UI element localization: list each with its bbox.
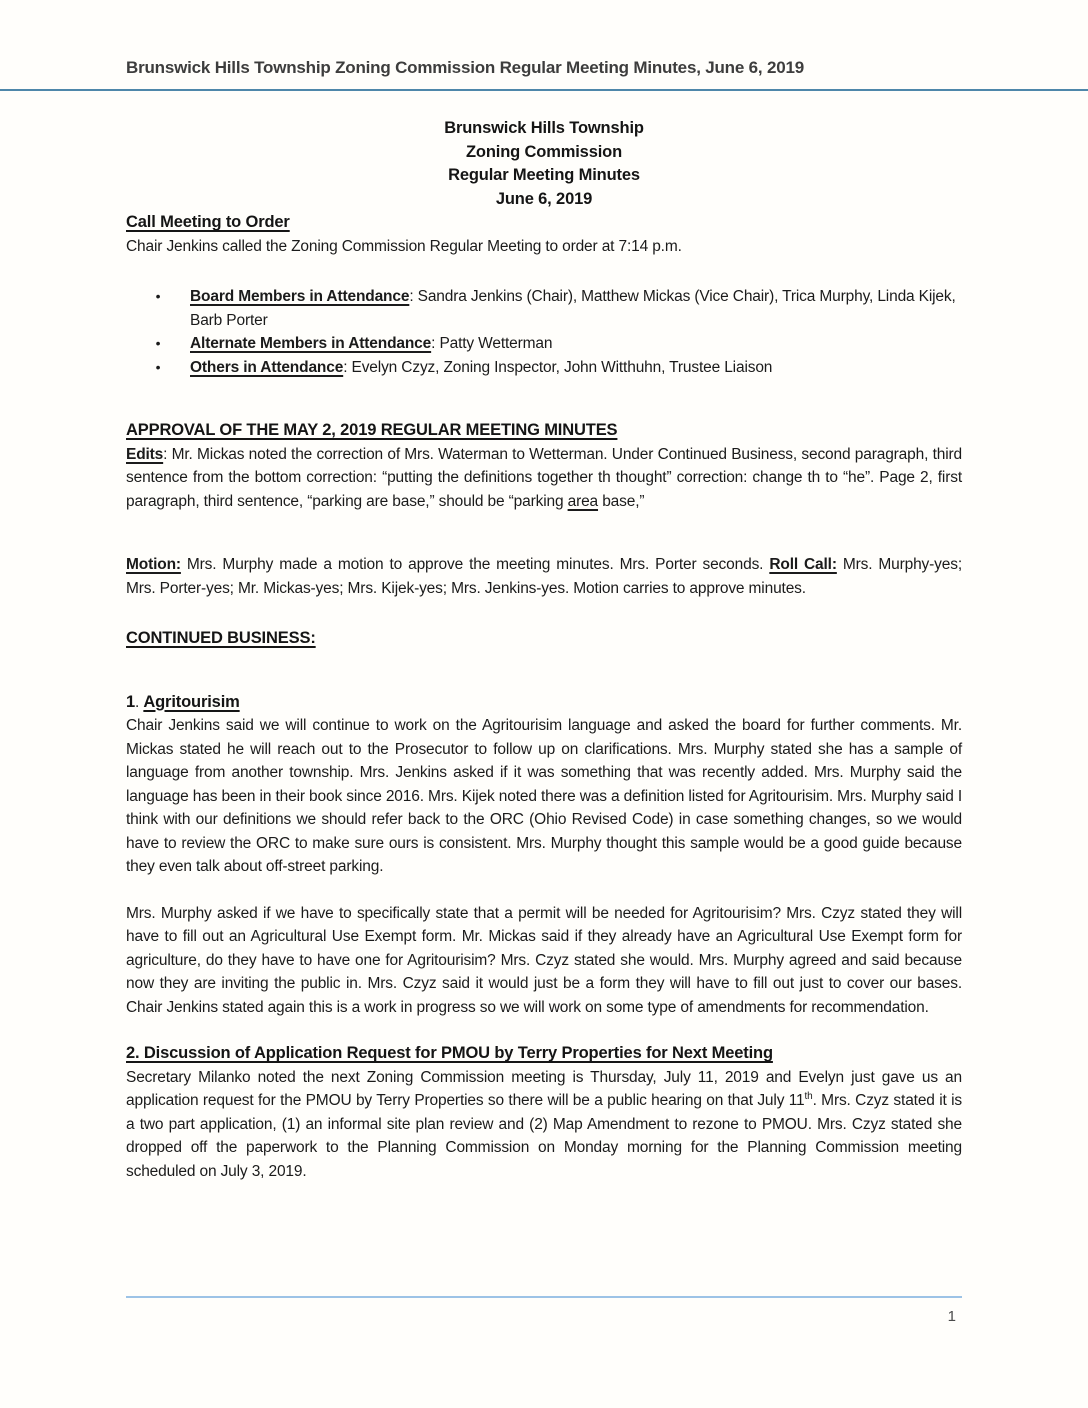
- heading-call-to-order: Call Meeting to Order: [126, 213, 290, 231]
- motion-label: Motion:: [126, 556, 181, 573]
- doc-title-line-1: Brunswick Hills Township: [444, 119, 644, 137]
- item-2-text-2: . Mrs. Czyz stated it is a two part application, (1) an informal site plan review and (2) Map Amendment to rezone to PMOU. Mrs. Czyz stated she dropped off the paperwork to the Planning Commission on Monday morning for the Planning Commission meeting scheduled on July 3, 2019.: [126, 1092, 962, 1180]
- attendance-names: Evelyn Czyz, Zoning Inspector, John Witthuhn, Trustee Liaison: [351, 358, 773, 376]
- attendance-label: Others in Attendance: [190, 358, 344, 376]
- attendance-colon: :: [409, 288, 418, 305]
- item-1-paragraph-2: Mrs. Murphy asked if we have to specifically state that a permit will be needed for Agritourisim? Mrs. Czyz stated they will have to fill out an Agricultural Use Exempt form. Mr. Mickas said if they already have an Agricultural Use Exempt form for agriculture, do they have to have one for Agritourisim? Mrs. Czyz stated she would. Mrs. Murphy agreed and said because now they are inviting the public in. Mrs. Czyz said it would just be a form they will have to fill out just to cover our bases. Chair Jenkins stated again this is a work in progress so we will work on some type of amendments for recommendation.: [126, 904, 962, 1016]
- item-2-superscript: th: [804, 1090, 813, 1102]
- attendance-names: Patty Wetterman: [439, 335, 553, 352]
- attendance-colon: :: [431, 335, 440, 352]
- attendance-colon: :: [343, 358, 352, 376]
- motion-paragraph: [126, 553, 962, 600]
- heading-approval-minutes: APPROVAL OF THE MAY 2, 2019 REGULAR MEETING MINUTES: [126, 421, 618, 439]
- attendance-names: Sandra Jenkins (Chair), Matthew Mickas (Vice Chair), Trica Murphy, Linda Kijek, Barb Porter: [190, 288, 956, 329]
- roll-call-label: Roll Call:: [769, 556, 837, 573]
- doc-title-line-2: Zoning Commission: [465, 142, 623, 161]
- heading-item-1: [126, 691, 962, 715]
- list-item-alternate-members: [126, 332, 962, 356]
- edits-text-2: base,”: [598, 492, 645, 510]
- item-1-paragraph-1: Chair Jenkins said we will continue to work on the Agritourisim language and asked the board for further comments. Mr. Mickas stated he will reach out to the Prosecutor to follow up on clarifications. Mrs. Murphy stated she has a sample of language from another township. Mrs. Jenkins asked if it was something that was recently added. Mrs. Murphy said the language has been in their book since 2016. Mrs. Kijek noted there was a definition listed for Agritourisim. Mrs. Murphy said I think with our definitions we should refer back to the ORC (Ohio Revised Code) in case something changes, so we would have to review the ORC to make sure ours is consistent. Mrs. Murphy thought this sample would be a good guide because they even talk about off-street parking.: [126, 717, 962, 875]
- bullet-icon: •: [155, 335, 161, 351]
- attendance-label: Alternate Members in Attendance: [190, 335, 432, 352]
- list-item-others: [126, 356, 962, 380]
- page-number: 1: [947, 1308, 956, 1325]
- running-header-title: Brunswick Hills Township Zoning Commission Regular Meeting Minutes, June 6, 2019: [126, 58, 804, 77]
- doc-title-line-4: June 6, 2019: [495, 189, 593, 208]
- list-item-text: [190, 356, 962, 380]
- doc-title-line-3: Regular Meeting Minutes: [448, 166, 640, 184]
- heading-continued-business: CONTINUED BUSINESS:: [126, 629, 316, 647]
- edits-label: Edits: [126, 445, 164, 463]
- attendance-list: [126, 285, 962, 379]
- item-1-number: 1: [126, 692, 136, 711]
- page-footer: [0, 1296, 1088, 1325]
- motion-text-2: Mrs. Murphy-yes; Mrs. Porter-yes; Mr. Mickas-yes; Mrs. Kijek-yes; Mrs. Jenkins-yes. Motion carries to approve minutes.: [126, 556, 962, 597]
- item-1-title: Agritourisim: [143, 692, 240, 711]
- bullet-icon: •: [155, 288, 161, 304]
- edits-paragraph: [126, 443, 962, 514]
- document-content: [0, 91, 1088, 1251]
- list-item-board-members: [126, 285, 962, 332]
- call-to-order-body: Chair Jenkins called the Zoning Commission Regular Meeting to order at 7:14 p.m.: [126, 237, 682, 255]
- attendance-label: Board Members in Attendance: [190, 288, 410, 305]
- item-2-text-1: Secretary Milanko noted the next Zoning Commission meeting is Thursday, July 11, 2019 and Evelyn just gave us an application request for the PMOU by Terry Properties so there will be a public hearing on that July 11: [126, 1068, 962, 1109]
- heading-item-2: 2. Discussion of Application Request for PMOU by Terry Properties for Next Meeting: [126, 1044, 773, 1062]
- edits-text-1: Mr. Mickas noted the correction of Mrs. Waterman to Wetterman. Under Continued Business, second paragraph, third sentence from the bottom correction: “putting the definitions together th thought” correction: change th to “he”. Page 2, first paragraph, third sentence, “parking are base,” should be “parking: [126, 445, 962, 510]
- item-1-separator: .: [135, 693, 144, 711]
- motion-text-1: Mrs. Murphy made a motion to approve the meeting minutes. Mrs. Porter seconds.: [180, 556, 770, 573]
- item-2-paragraph: [126, 1066, 962, 1184]
- edits-underlined-word: area: [567, 492, 599, 510]
- running-header: [0, 0, 1088, 78]
- bullet-icon: •: [155, 358, 161, 375]
- list-item-text: [190, 332, 962, 356]
- edits-colon: :: [163, 445, 172, 463]
- list-item-text: [190, 285, 962, 332]
